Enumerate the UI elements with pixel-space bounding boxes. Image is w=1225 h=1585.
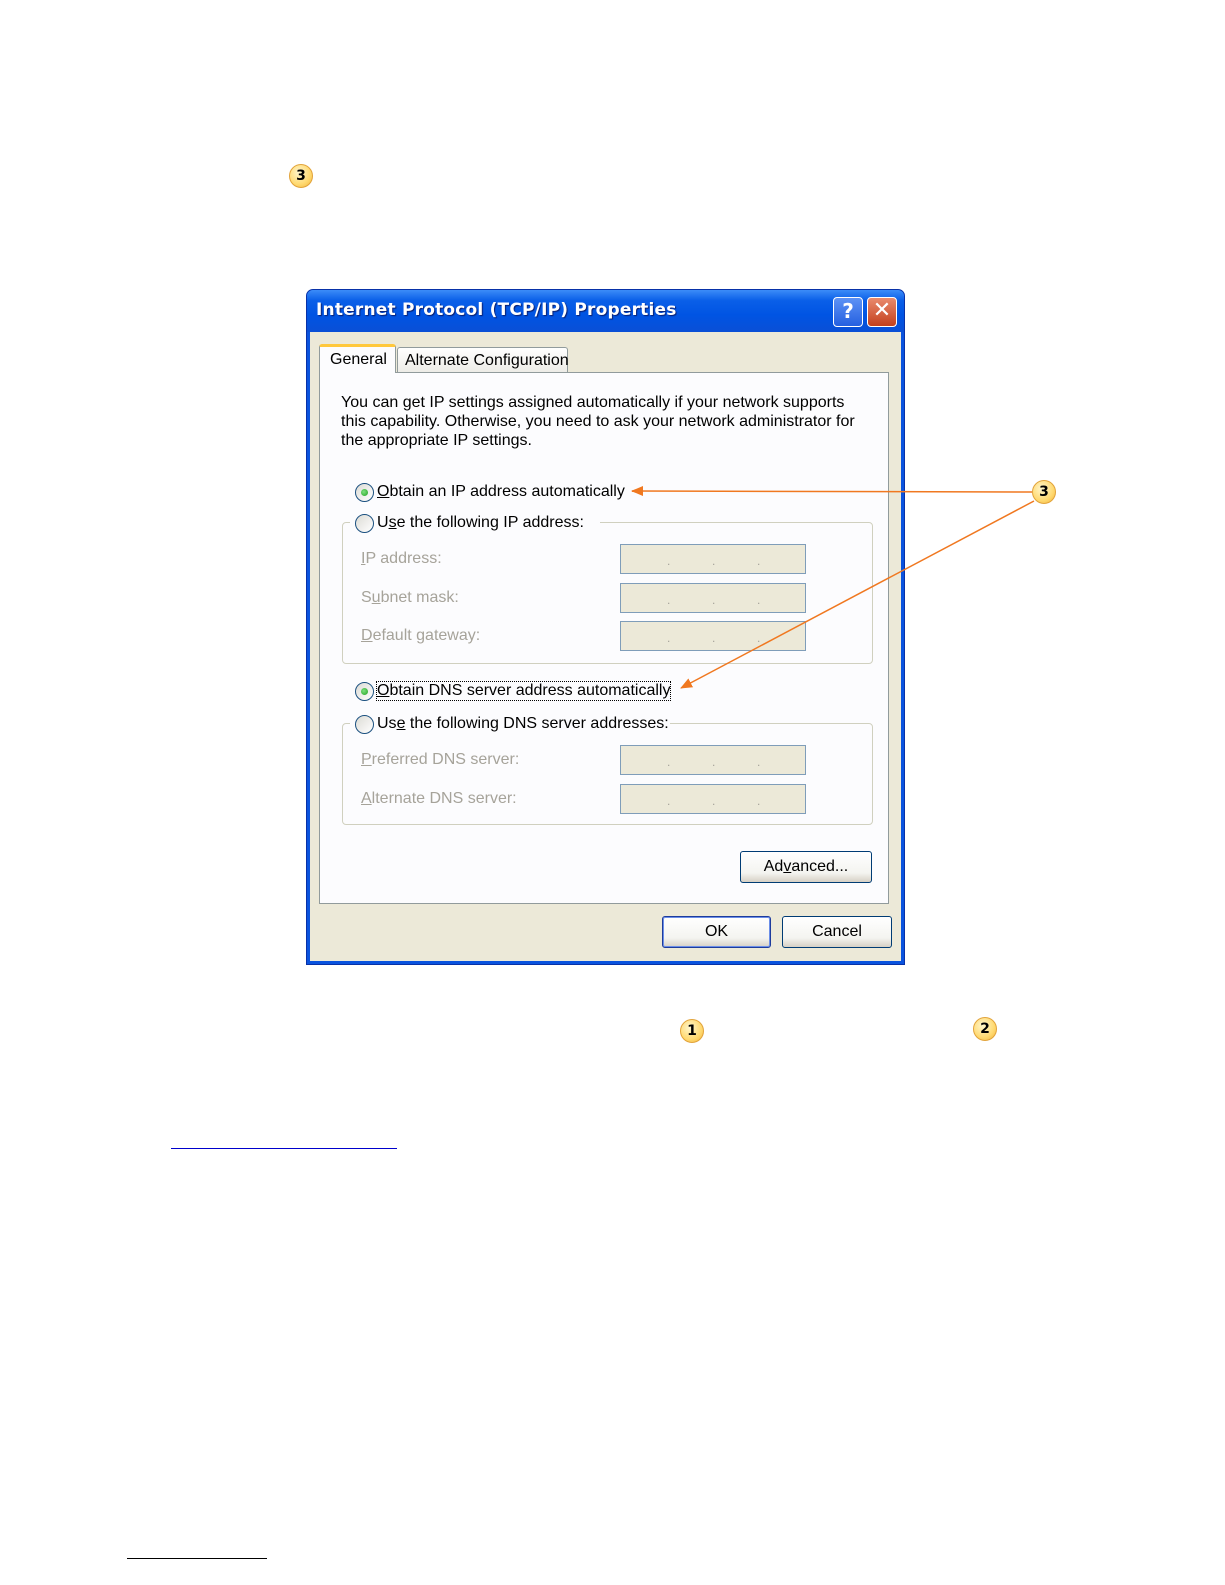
- step-3-callout-badge: 3: [1032, 480, 1056, 504]
- tab-alternate-configuration[interactable]: Alternate Configuration: [397, 347, 568, 373]
- alternate-dns-field[interactable]: . . .: [620, 784, 806, 814]
- close-button[interactable]: ✕: [867, 297, 897, 327]
- dialog-title: Internet Protocol (TCP/IP) Properties: [316, 300, 677, 320]
- preferred-dns-label: Preferred DNS server:: [361, 751, 520, 768]
- obtain-dns-auto-label[interactable]: Obtain DNS server address automatically: [377, 682, 671, 699]
- step-1-badge: 1: [680, 1019, 704, 1043]
- ip-address-field[interactable]: . . .: [620, 544, 806, 574]
- description-text: You can get IP settings assigned automatically if your network supports this capability. Otherwise, you need to ask your network administrator for the appropriate IP settings.: [341, 394, 855, 449]
- advanced-button[interactable]: Advanced...: [740, 851, 872, 883]
- alternate-dns-label: Alternate DNS server:: [361, 790, 517, 807]
- tab-general[interactable]: General: [319, 344, 396, 373]
- ip-address-label: IP address:: [361, 550, 442, 567]
- step-2-badge: 2: [973, 1017, 997, 1041]
- step-3-badge-top: 3: [289, 164, 313, 188]
- use-dns-manual-label[interactable]: Use the following DNS server addresses:: [377, 715, 669, 732]
- cancel-button[interactable]: Cancel: [782, 916, 892, 948]
- use-ip-manual-label[interactable]: Use the following IP address:: [377, 514, 584, 531]
- arrow-to-obtain-dns: [681, 501, 1034, 688]
- subnet-mask-field[interactable]: . . .: [620, 583, 806, 613]
- help-button[interactable]: ?: [833, 297, 863, 327]
- preferred-dns-field[interactable]: . . .: [620, 745, 806, 775]
- default-gateway-label: Default gateway:: [361, 627, 481, 644]
- default-gateway-field[interactable]: . . .: [620, 621, 806, 651]
- ok-button[interactable]: OK: [662, 916, 771, 948]
- arrow-to-obtain-ip: [632, 491, 1032, 492]
- obtain-ip-auto-label[interactable]: Obtain an IP address automatically: [377, 483, 625, 500]
- subnet-mask-label: Subnet mask:: [361, 589, 459, 606]
